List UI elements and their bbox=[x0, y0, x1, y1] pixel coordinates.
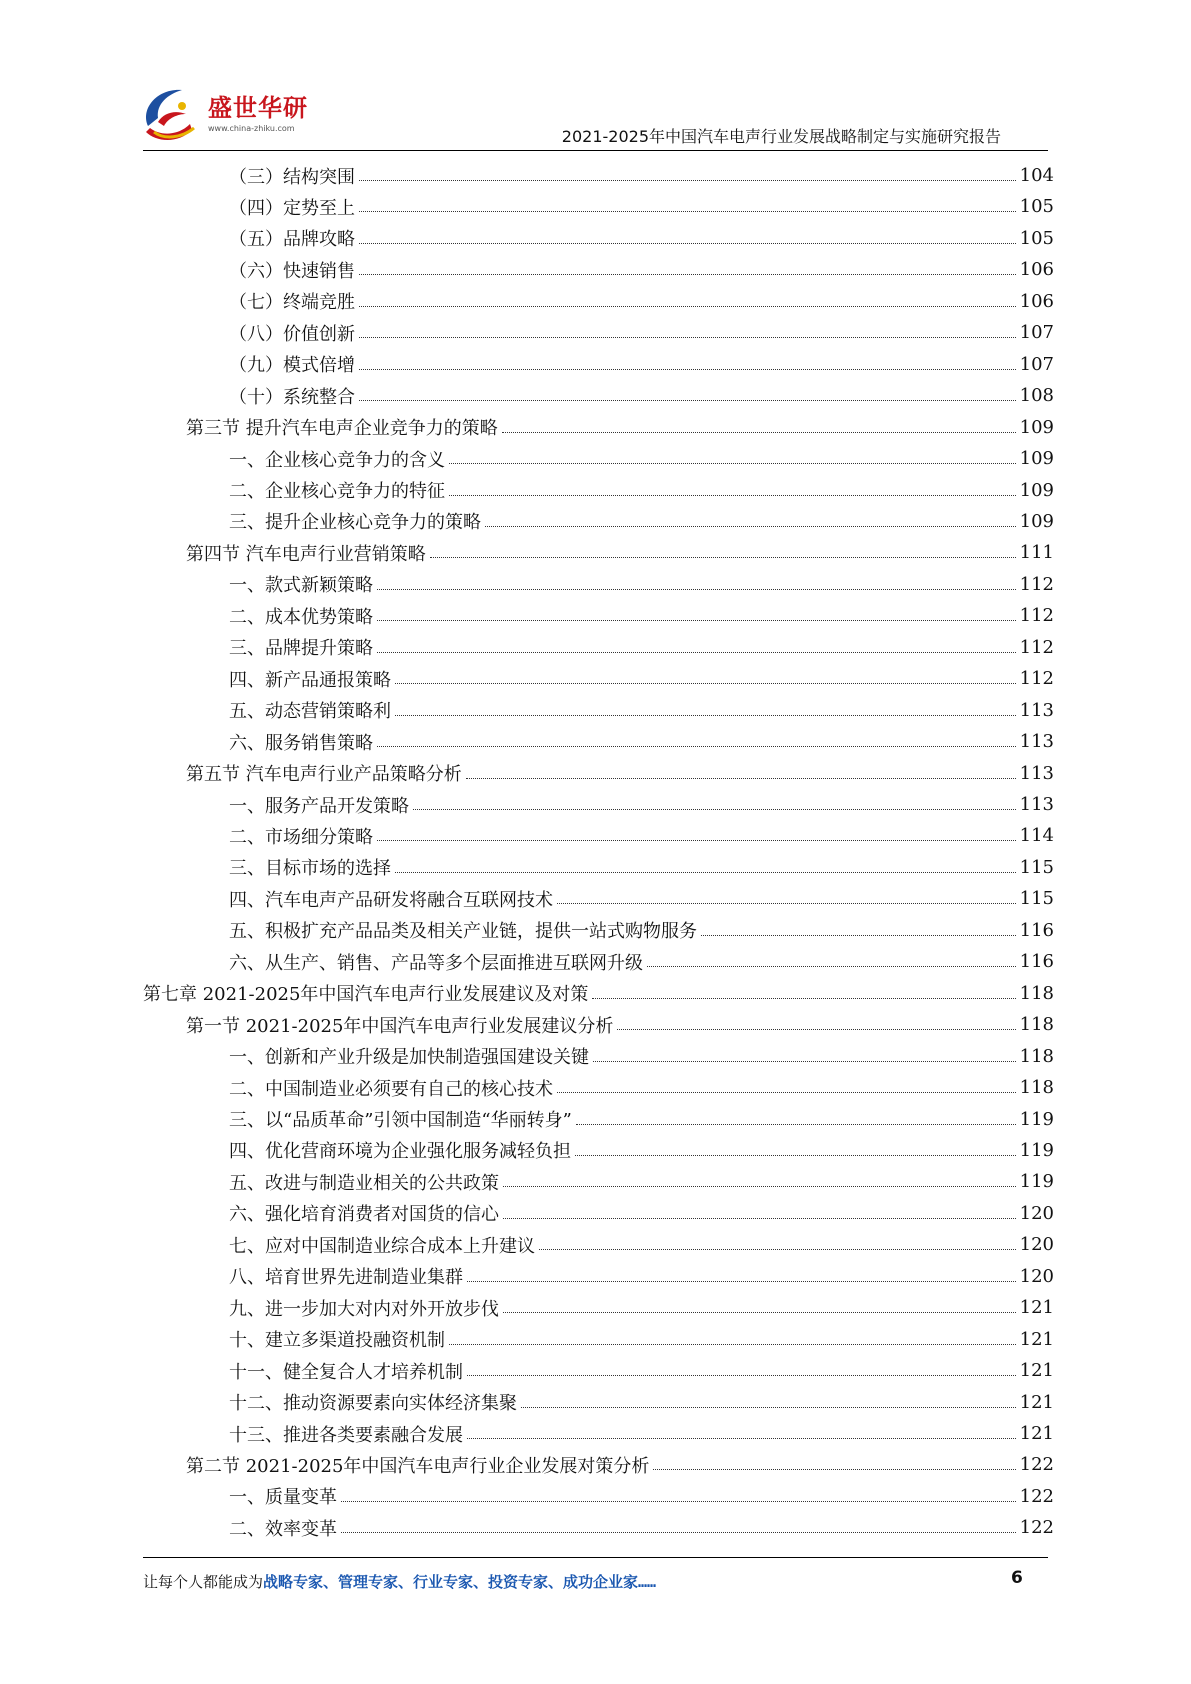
toc-entry-title: 九、进一步加大对内对外开放步伐 bbox=[229, 1298, 499, 1320]
toc-dot-leader bbox=[575, 1155, 1016, 1156]
toc-entry-title: 二、企业核心竞争力的特征 bbox=[229, 481, 445, 502]
toc-dot-leader bbox=[341, 1532, 1016, 1533]
toc-entry-page: 105 bbox=[1019, 196, 1054, 218]
toc-dot-leader bbox=[377, 652, 1016, 653]
toc-entry-page: 119 bbox=[1019, 1139, 1054, 1161]
footer-divider bbox=[143, 1557, 1048, 1558]
toc-entry[interactable] bbox=[229, 600, 1054, 631]
toc-dot-leader bbox=[466, 778, 1016, 779]
toc-entry-page: 118 bbox=[1019, 1077, 1054, 1099]
toc-dot-leader bbox=[539, 1249, 1016, 1250]
toc-entry[interactable] bbox=[186, 1449, 1054, 1480]
toc-dot-leader bbox=[617, 1029, 1015, 1030]
toc-entry[interactable] bbox=[229, 506, 1054, 537]
toc-entry-title: （九）模式倍增 bbox=[229, 355, 355, 377]
toc-entry-title: 一、服务产品开发策略 bbox=[229, 795, 409, 817]
toc-entry-page: 104 bbox=[1019, 165, 1054, 186]
toc-dot-leader bbox=[430, 557, 1016, 558]
toc-entry[interactable] bbox=[229, 1261, 1054, 1292]
toc-entry[interactable] bbox=[229, 1512, 1054, 1543]
toc-entry[interactable] bbox=[229, 1292, 1054, 1323]
toc-entry-title: 八、培育世界先进制造业集群 bbox=[229, 1267, 463, 1289]
toc-entry-page: 120 bbox=[1019, 1234, 1054, 1256]
toc-dot-leader bbox=[557, 1092, 1016, 1093]
toc-entry[interactable] bbox=[229, 254, 1054, 285]
toc-entry-page: 109 bbox=[1019, 510, 1054, 532]
toc-entry-page: 115 bbox=[1019, 856, 1054, 878]
toc-entry[interactable] bbox=[229, 475, 1054, 506]
toc-entry-page: 112 bbox=[1019, 668, 1054, 690]
toc-dot-leader bbox=[377, 589, 1016, 590]
logo-name: 盛世华研 bbox=[208, 94, 308, 122]
toc-entry-page: 119 bbox=[1019, 1108, 1054, 1130]
toc-entry-title: 五、动态营销策略利 bbox=[229, 701, 391, 723]
toc-dot-leader bbox=[592, 998, 1015, 999]
toc-entry[interactable] bbox=[229, 883, 1054, 914]
toc-dot-leader bbox=[359, 337, 1016, 338]
toc-dot-leader bbox=[449, 1344, 1016, 1345]
toc-entry-page: 119 bbox=[1019, 1171, 1054, 1193]
footer-slogan-highlight: 战略专家、管理专家、行业专家、投资专家、成功企业家…… bbox=[263, 1573, 657, 1591]
toc-dot-leader bbox=[503, 1312, 1016, 1313]
toc-dot-leader bbox=[395, 683, 1016, 684]
toc-entry-title: 十三、推进各类要素融合发展 bbox=[229, 1424, 463, 1446]
toc-dot-leader bbox=[576, 1124, 1016, 1125]
toc-dot-leader bbox=[359, 400, 1016, 401]
toc-entry-page: 122 bbox=[1019, 1517, 1054, 1539]
toc-entry-page: 112 bbox=[1019, 636, 1054, 658]
toc-entry-page: 113 bbox=[1019, 762, 1054, 784]
toc-entry-page: 113 bbox=[1019, 731, 1054, 753]
toc-entry[interactable] bbox=[229, 915, 1054, 946]
toc-entry-title: 五、积极扩充产品品类及相关产业链，提供一站式购物服务 bbox=[229, 921, 697, 943]
toc-entry-title: 第二节 2021-2025年中国汽车电声行业企业发展对策分析 bbox=[186, 1455, 650, 1477]
toc-entry-title: 十、建立多渠道投融资机制 bbox=[229, 1330, 445, 1352]
toc-entry-title: 一、款式新颖策略 bbox=[229, 575, 373, 597]
toc-dot-leader bbox=[359, 180, 1016, 181]
toc-dot-leader bbox=[377, 840, 1016, 841]
toc-entry[interactable] bbox=[229, 223, 1054, 254]
toc-dot-leader bbox=[359, 243, 1016, 244]
toc-entry-title: 四、优化营商环境为企业强化服务减轻负担 bbox=[229, 1141, 571, 1163]
toc-dot-leader bbox=[413, 809, 1016, 810]
toc-entry-page: 121 bbox=[1019, 1328, 1054, 1350]
toc-dot-leader bbox=[359, 274, 1016, 275]
toc-entry-page: 116 bbox=[1019, 951, 1054, 973]
toc-entry-title: （十）系统整合 bbox=[229, 386, 355, 408]
toc-entry[interactable] bbox=[229, 1481, 1054, 1512]
toc-entry[interactable] bbox=[229, 1198, 1054, 1229]
toc-entry-title: （四）定势至上 bbox=[229, 197, 355, 219]
toc-entry[interactable] bbox=[229, 286, 1054, 317]
toc-dot-leader bbox=[377, 746, 1016, 747]
toc-entry-title: 七、应对中国制造业综合成本上升建议 bbox=[229, 1235, 535, 1257]
toc-entry-page: 106 bbox=[1019, 259, 1054, 281]
toc-entry-title: 三、目标市场的选择 bbox=[229, 858, 391, 880]
toc-entry[interactable] bbox=[229, 380, 1054, 411]
toc-entry-title: 六、强化培育消费者对国货的信心 bbox=[229, 1204, 499, 1226]
toc-dot-leader bbox=[485, 526, 1016, 527]
toc-entry-page: 122 bbox=[1019, 1485, 1054, 1507]
toc-entry-page: 121 bbox=[1019, 1297, 1054, 1319]
footer-slogan-prefix: 让每个人都能成为 bbox=[143, 1573, 264, 1591]
toc-entry[interactable] bbox=[229, 443, 1054, 474]
toc-entry-title: 二、中国制造业必须要有自己的核心技术 bbox=[229, 1078, 553, 1100]
toc-entry-page: 120 bbox=[1019, 1265, 1054, 1287]
toc-dot-leader bbox=[359, 369, 1016, 370]
toc-entry-page: 121 bbox=[1019, 1360, 1054, 1382]
toc-entry[interactable] bbox=[229, 946, 1054, 977]
toc-entry-title: 第五节 汽车电声行业产品策略分析 bbox=[186, 764, 462, 786]
toc-dot-leader bbox=[503, 1218, 1016, 1219]
toc-entry-page: 107 bbox=[1019, 353, 1054, 375]
toc-entry[interactable] bbox=[186, 758, 1054, 789]
toc-entry-title: 五、改进与制造业相关的公共政策 bbox=[229, 1172, 499, 1194]
toc-entry[interactable] bbox=[229, 726, 1054, 757]
toc-entry-title: 十一、健全复合人才培养机制 bbox=[229, 1361, 463, 1383]
toc-entry-title: 二、效率变革 bbox=[229, 1518, 337, 1540]
toc-entry[interactable] bbox=[229, 1104, 1054, 1135]
logo-url: www.china-zhiku.com bbox=[208, 124, 295, 133]
toc-entry-page: 118 bbox=[1019, 982, 1054, 1004]
toc-entry[interactable] bbox=[229, 1355, 1054, 1386]
toc-entry-title: （三）结构突围 bbox=[229, 166, 355, 188]
toc-entry-page: 116 bbox=[1019, 919, 1054, 941]
toc-entry[interactable] bbox=[229, 1387, 1054, 1418]
toc-entry[interactable] bbox=[186, 412, 1054, 443]
toc-entry-title: （六）快速销售 bbox=[229, 260, 355, 282]
toc-dot-leader bbox=[521, 1407, 1016, 1408]
toc-entry-title: 三、提升企业核心竞争力的策略 bbox=[229, 512, 481, 534]
toc-entry-title: 一、企业核心竞争力的含义 bbox=[229, 449, 445, 471]
toc-entry-title: 三、品牌提升策略 bbox=[229, 638, 373, 660]
toc-dot-leader bbox=[395, 872, 1016, 873]
toc-entry-page: 112 bbox=[1019, 573, 1054, 595]
toc-entry[interactable] bbox=[229, 191, 1054, 222]
toc-entry-title: 第三节 提升汽车电声企业竞争力的策略 bbox=[186, 418, 498, 440]
toc-entry[interactable] bbox=[229, 695, 1054, 726]
toc-entry[interactable] bbox=[229, 1072, 1054, 1103]
toc-entry-page: 109 bbox=[1019, 479, 1054, 501]
toc-dot-leader bbox=[503, 1186, 1016, 1187]
toc-entry[interactable] bbox=[229, 820, 1054, 851]
toc-entry[interactable] bbox=[229, 349, 1054, 380]
toc-dot-leader bbox=[502, 432, 1016, 433]
toc-entry-title: （七）终端竞胜 bbox=[229, 292, 355, 314]
toc-entry[interactable] bbox=[229, 1166, 1054, 1197]
toc-dot-leader bbox=[359, 211, 1016, 212]
toc-dot-leader bbox=[449, 463, 1016, 464]
toc-dot-leader bbox=[341, 1501, 1016, 1502]
toc-entry-page: 109 bbox=[1019, 416, 1054, 438]
toc-dot-leader bbox=[557, 903, 1016, 904]
toc-entry-page: 118 bbox=[1019, 1045, 1054, 1067]
toc-entry[interactable] bbox=[229, 1229, 1054, 1260]
toc-entry-title: 第七章 2021-2025年中国汽车电声行业发展建议及对策 bbox=[143, 984, 589, 1006]
toc-entry-page: 105 bbox=[1019, 227, 1054, 249]
toc-entry-title: 二、成本优势策略 bbox=[229, 606, 373, 628]
toc-entry[interactable] bbox=[229, 1324, 1054, 1355]
toc-dot-leader bbox=[395, 715, 1016, 716]
toc-entry[interactable] bbox=[229, 852, 1054, 883]
toc-entry-page: 122 bbox=[1019, 1454, 1054, 1476]
toc-entry[interactable] bbox=[229, 317, 1054, 348]
toc-entry-page: 107 bbox=[1019, 322, 1054, 344]
toc-entry[interactable] bbox=[229, 632, 1054, 663]
toc-entry-title: 四、汽车电声产品研发将融合互联网技术 bbox=[229, 889, 553, 911]
toc-dot-leader bbox=[653, 1469, 1015, 1470]
toc-entry-title: 三、以“品质革命”引领中国制造“华丽转身” bbox=[229, 1110, 572, 1131]
toc-entry-title: （八）价值创新 bbox=[229, 323, 355, 345]
toc-entry-title: 一、质量变革 bbox=[229, 1487, 337, 1509]
toc-dot-leader bbox=[467, 1438, 1016, 1439]
toc-entry-title: 一、创新和产业升级是加快制造强国建设关键 bbox=[229, 1047, 589, 1069]
toc-entry-title: 四、新产品通报策略 bbox=[229, 669, 391, 691]
toc-entry-page: 114 bbox=[1019, 825, 1054, 847]
toc-entry-page: 106 bbox=[1019, 290, 1054, 312]
logo-emblem-icon bbox=[138, 82, 208, 148]
toc-entry[interactable] bbox=[229, 160, 1054, 191]
toc-entry-title: 二、市场细分策略 bbox=[229, 826, 373, 848]
toc-entry[interactable] bbox=[229, 663, 1054, 694]
toc-entry-title: 第四节 汽车电声行业营销策略 bbox=[186, 543, 426, 565]
toc-entry-title: 十二、推动资源要素向实体经济集聚 bbox=[229, 1393, 517, 1415]
toc-entry-page: 118 bbox=[1019, 1014, 1054, 1036]
toc-entry[interactable] bbox=[229, 1041, 1054, 1072]
company-logo bbox=[138, 82, 318, 152]
toc-dot-leader bbox=[593, 1061, 1016, 1062]
toc-dot-leader bbox=[359, 306, 1016, 307]
toc-entry-page: 109 bbox=[1019, 448, 1054, 470]
toc-entry-title: 六、服务销售策略 bbox=[229, 732, 373, 754]
toc-dot-leader bbox=[449, 495, 1016, 496]
toc-dot-leader bbox=[647, 966, 1016, 967]
toc-dot-leader bbox=[701, 935, 1016, 936]
toc-entry[interactable] bbox=[229, 569, 1054, 600]
toc-entry-title: （五）品牌攻略 bbox=[229, 229, 355, 251]
toc-entry[interactable] bbox=[186, 1009, 1054, 1040]
toc-entry-page: 115 bbox=[1019, 888, 1054, 910]
toc-entry-page: 111 bbox=[1019, 542, 1054, 564]
toc-entry-page: 121 bbox=[1019, 1423, 1054, 1444]
toc-entry-page: 113 bbox=[1019, 699, 1054, 721]
toc-entry-page: 120 bbox=[1019, 1202, 1054, 1224]
toc-entry[interactable] bbox=[186, 537, 1054, 568]
toc-entry[interactable] bbox=[229, 1418, 1054, 1449]
toc-entry-page: 113 bbox=[1019, 794, 1054, 815]
toc-entry-title: 六、从生产、销售、产品等多个层面推进互联网升级 bbox=[229, 952, 643, 974]
toc-entry[interactable] bbox=[143, 978, 1054, 1009]
toc-dot-leader bbox=[377, 620, 1016, 621]
page-number: 6 bbox=[1011, 1568, 1023, 1588]
toc-entry-page: 121 bbox=[1019, 1391, 1054, 1413]
toc-dot-leader bbox=[467, 1281, 1016, 1282]
toc-entry[interactable] bbox=[229, 1135, 1054, 1166]
toc-dot-leader bbox=[467, 1375, 1016, 1376]
header-divider bbox=[143, 150, 1048, 151]
toc-entry[interactable] bbox=[229, 789, 1054, 820]
toc-entry-page: 108 bbox=[1019, 385, 1054, 407]
report-title: 2021-2025年中国汽车电声行业发展战略制定与实施研究报告 bbox=[561, 127, 1001, 146]
toc-entry-title: 第一节 2021-2025年中国汽车电声行业发展建议分析 bbox=[186, 1015, 614, 1037]
footer-slogan bbox=[143, 1571, 656, 1592]
toc-entry-page: 112 bbox=[1019, 605, 1054, 627]
